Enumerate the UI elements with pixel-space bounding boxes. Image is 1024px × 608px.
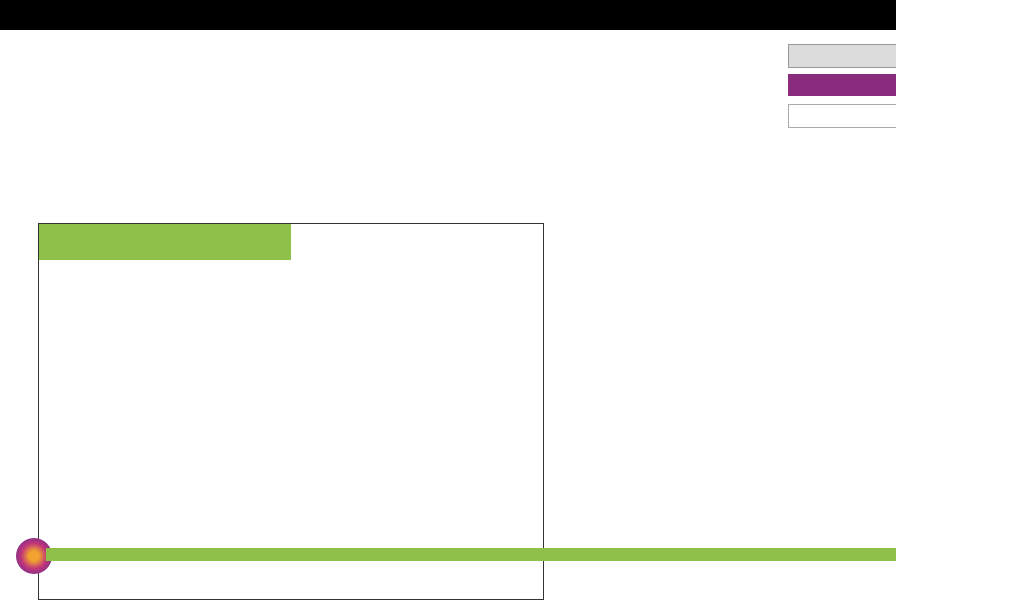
phase-def [788,44,898,68]
gantt-header [39,224,291,260]
slide-footer [46,548,1006,561]
participant-sidebar [896,0,1024,608]
presentation-slide [0,30,900,608]
gantt-table [38,223,544,600]
top-bar [0,0,1024,30]
slide-title [18,48,24,84]
phase-rd [788,74,896,96]
phase-imp [788,104,898,128]
